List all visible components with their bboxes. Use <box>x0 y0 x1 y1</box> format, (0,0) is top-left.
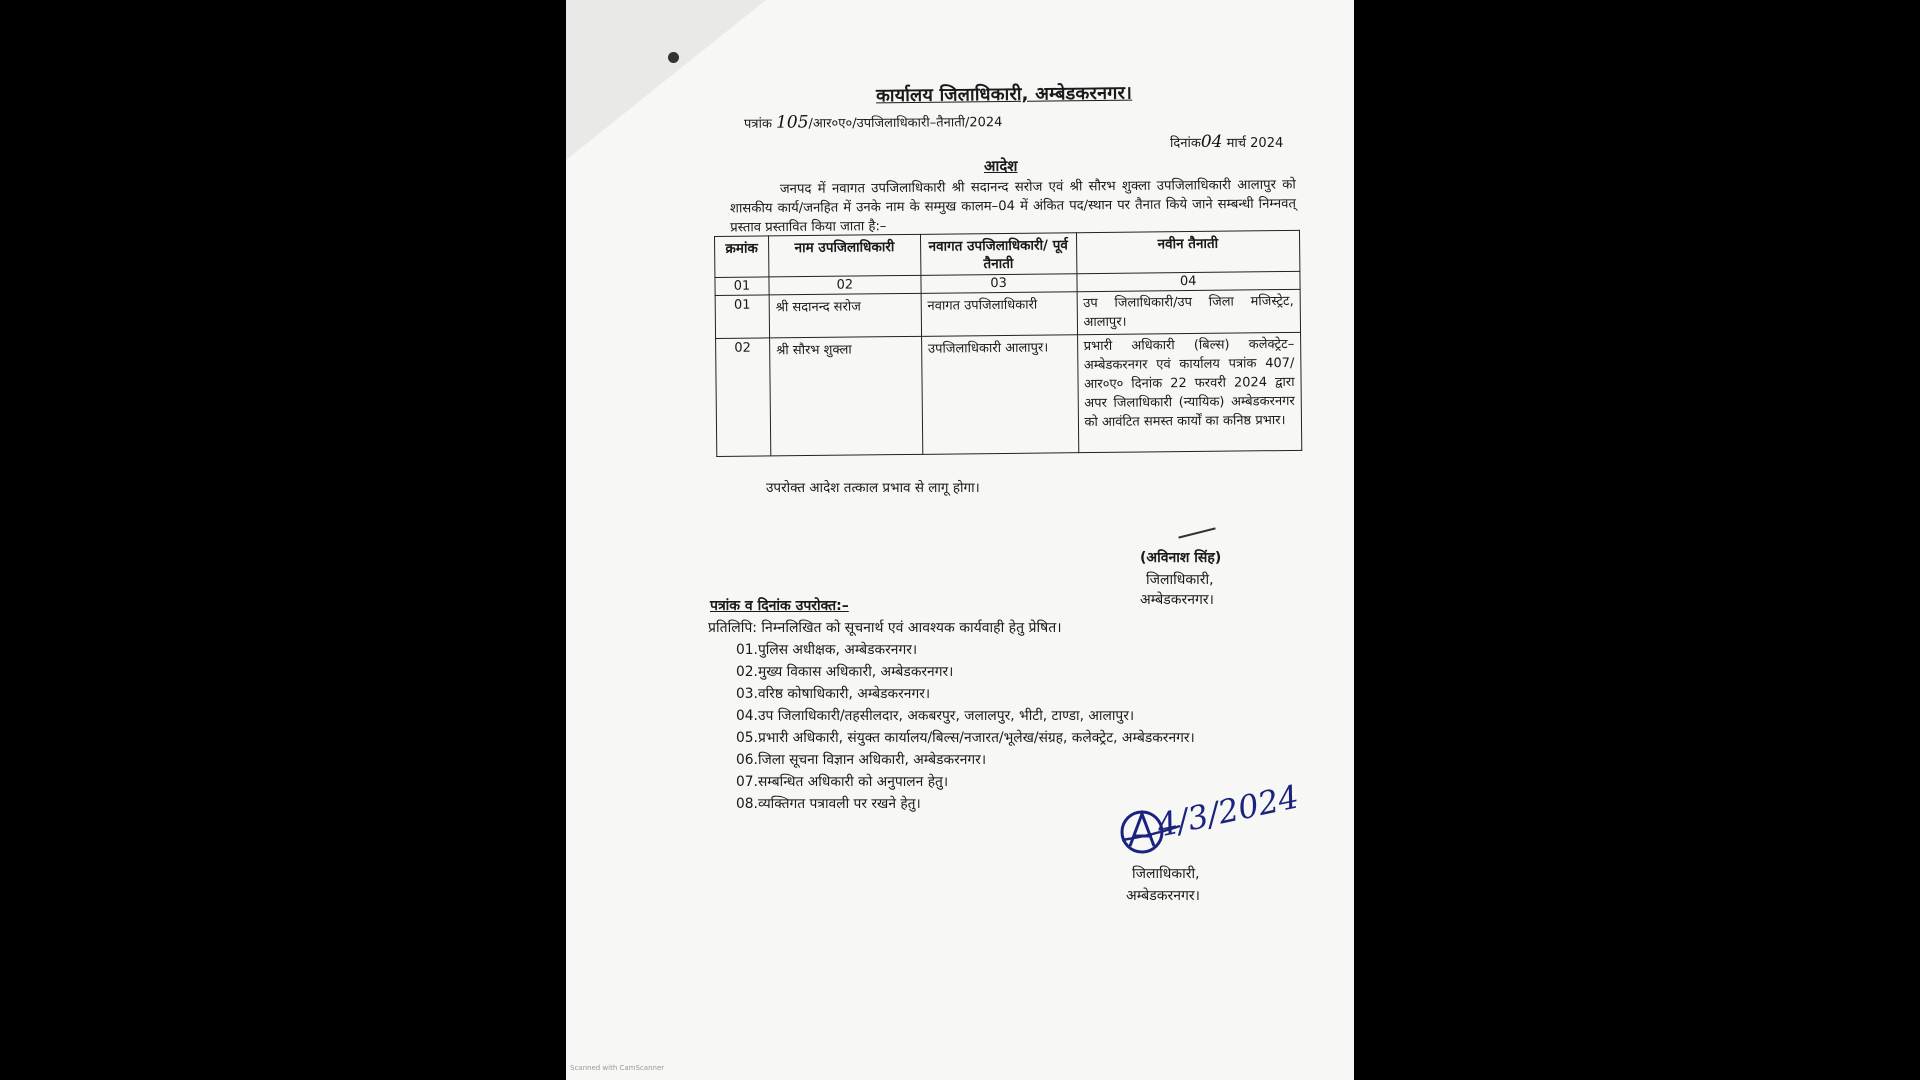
effect-line: उपरोक्त आदेश तत्काल प्रभाव से लागू होगा। <box>766 480 980 496</box>
order-heading: आदेश <box>984 157 1018 175</box>
table-cell: उपजिलाधिकारी आलापुर। <box>921 335 1078 455</box>
list-item: 08.व्यक्तिगत पत्रावली पर रखने हेतु। <box>736 796 921 812</box>
document-content <box>566 0 1354 1080</box>
signature-stroke <box>1178 527 1215 538</box>
column-number: 03 <box>921 274 1077 294</box>
office-title: कार्यालय जिलाधिकारी, अम्बेडकरनगर। <box>875 82 1133 107</box>
list-item: 05.प्रभारी अधिकारी, संयुक्त कार्यालय/बिल्स/नजारत/भूलेख/संग्रह, कलेक्ट्रेट, अम्बेडकरनगर। <box>736 730 1195 746</box>
ref-prefix: पत्रांक <box>743 116 772 132</box>
signatory-title: जिलाधिकारी, <box>1146 572 1214 588</box>
list-item: 06.जिला सूचना विज्ञान अधिकारी, अम्बेडकरनगर। <box>736 752 987 768</box>
list-item: 03.वरिष्ठ कोषाधिकारी, अम्बेडकरनगर। <box>736 686 931 702</box>
reference-line <box>744 111 1003 133</box>
table-header: नाम उपजिलाधिकारी <box>768 234 920 277</box>
table-cell: उप जिलाधिकारी/उप जिला मजिस्ट्रेट, आलापुर। <box>1077 289 1301 334</box>
column-number: 01 <box>715 277 769 296</box>
table-cell: 02 <box>716 338 771 457</box>
ref-number: 105 <box>775 112 809 133</box>
posting-table <box>714 230 1302 457</box>
date-day: 04 <box>1200 132 1223 152</box>
table-cell: नवागत उपजिलाधिकारी <box>921 292 1077 337</box>
ref-suffix: /आर०ए०/उपजिलाधिकारी–तैनाती/2024 <box>808 115 1003 132</box>
list-item: 04.उप जिलाधिकारी/तहसीलदार, अकबरपुर, जलालपुर, भीटी, टाण्डा, आलापुर। <box>736 708 1135 724</box>
column-number: 02 <box>769 275 921 295</box>
signatory-name: (अविनाश सिंह) <box>1140 550 1222 566</box>
table-header: क्रमांक <box>715 236 769 278</box>
final-signatory-place: अम्बेडकरनगर। <box>1126 888 1200 904</box>
table-cell: श्री सौरभ शुक्ला <box>770 336 923 456</box>
handwritten-date: 4/3/2024 <box>1153 777 1303 845</box>
document-page <box>566 0 1354 1080</box>
table-row <box>715 289 1300 338</box>
order-paragraph: जनपद में नवागत उपजिलाधिकारी श्री सदानन्द सरोज एवं श्री सौरभ शुक्ला उपजिलाधिकारी आलापुर को शासकीय कार्य/जनहित में उनके नाम के सम्मुख कालम–04 में अंकित पद/स्थान पर तैनात किये जाने सम्बन्धी निम्नवत् प्रस्ताव प्रस्तावित किया जाता है:– <box>729 177 1297 236</box>
copy-intro: प्रतिलिपि: निम्नलिखित को सूचनार्थ एवं आवश्यक कार्यवाही हेतु प्रेषित। <box>708 620 1062 636</box>
list-item: 07.सम्बन्धित अधिकारी को अनुपालन हेतु। <box>736 774 949 790</box>
column-number: 04 <box>1076 271 1300 291</box>
copy-list <box>736 640 1206 816</box>
reference-repeat: पत्रांक व दिनांक उपरोक्त:– <box>710 598 849 614</box>
date-rest: मार्च 2024 <box>1226 136 1284 151</box>
table-cell: प्रभारी अधिकारी (बिल्स) कलेक्ट्रेट–अम्बेडकरनगर एवं कार्यालय पत्रांक 407/आर०ए० दिनांक 22 फरवरी 2024 द्वारा अपर जिलाधिकारी (न्यायिक) अम्बेडकरनगर को आवंटित समस्त कार्यों का कनिष्ठ प्रभार। <box>1077 332 1302 452</box>
list-item: 01.पुलिस अधीक्षक, अम्बेडकरनगर। <box>736 642 918 658</box>
final-signatory-title: जिलाधिकारी, <box>1132 866 1200 882</box>
signatory-place: अम्बेडकरनगर। <box>1140 592 1214 608</box>
table-cell: श्री सदानन्द सरोज <box>769 293 921 338</box>
table-row <box>716 332 1302 456</box>
date-label: दिनांक <box>1170 136 1201 151</box>
list-item: 02.मुख्य विकास अधिकारी, अम्बेडकरनगर। <box>736 664 954 680</box>
date-line <box>1170 132 1283 152</box>
table-cell: 01 <box>715 295 769 339</box>
table-header: नवीन तैनाती <box>1076 230 1300 273</box>
table-header-row <box>715 230 1300 277</box>
table-header: नवागत उपजिलाधिकारी/ पूर्व तैनाती <box>920 233 1076 276</box>
scanner-watermark: Scanned with CamScanner <box>570 1064 665 1072</box>
